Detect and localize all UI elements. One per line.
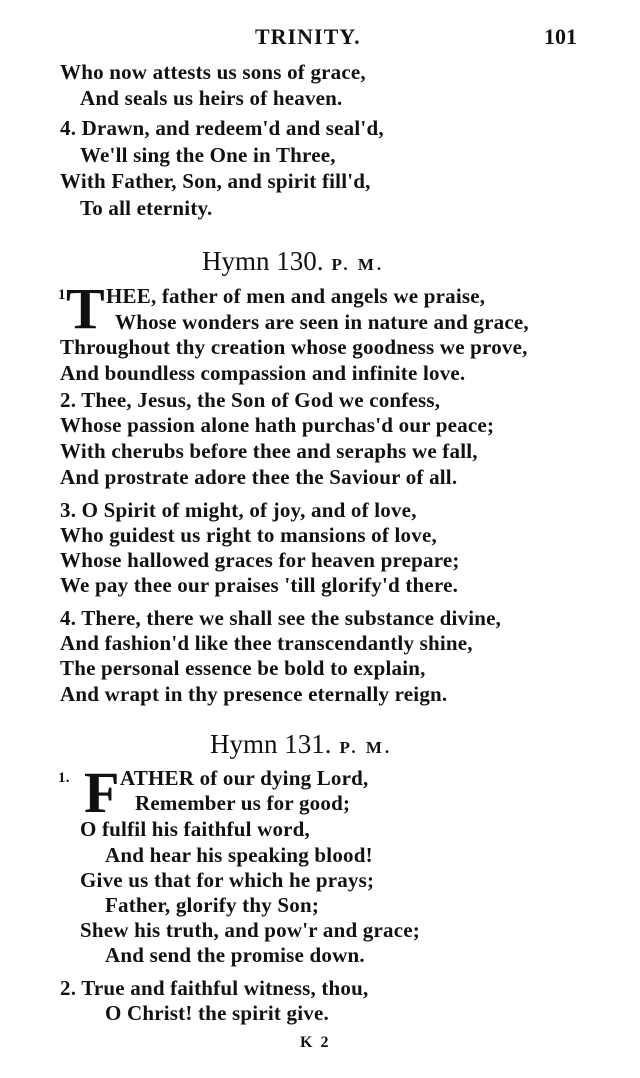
- hymn-line: ATHER of our dying Lord,: [120, 766, 369, 790]
- page-number: 101: [544, 24, 577, 49]
- hymn-line: And prostrate adore thee the Saviour of all.: [60, 465, 458, 489]
- hymn-line: Remember us for good;: [135, 791, 351, 815]
- hymn-line: The personal essence be bold to explain,: [60, 656, 426, 680]
- hymn-line: Whose passion alone hath purchas'd our peace;: [60, 413, 495, 437]
- signature-mark: K 2: [300, 1034, 331, 1051]
- hymn-line: Shew his truth, and pow'r and grace;: [80, 918, 420, 942]
- hymn-line: Who now attests us sons of grace,: [60, 60, 366, 84]
- drop-cap: T: [66, 276, 105, 341]
- hymn-line: Whose hallowed graces for heaven prepare;: [60, 548, 460, 572]
- hymn-line: 4. Drawn, and redeem'd and seal'd,: [60, 116, 384, 140]
- hymn-line: 2. True and faithful witness, thou,: [60, 976, 369, 1000]
- hymn-line: And send the promise down.: [105, 943, 365, 967]
- hymn-line: And wrapt in thy presence eternally reign.: [60, 682, 448, 706]
- hymn-line: 4. There, there we shall see the substance divine,: [60, 606, 502, 630]
- hymn-line: O fulfil his faithful word,: [80, 817, 311, 841]
- hymn-130-title: [202, 246, 384, 277]
- hymn-line: HEE, father of men and angels we praise,: [106, 284, 486, 308]
- hymn-line: And fashion'd like thee transcendantly shine,: [60, 631, 473, 655]
- drop-cap: F: [84, 760, 120, 825]
- hymn-line: Who guidest us right to mansions of love,: [60, 523, 437, 547]
- hymn-meter: P. M.: [339, 738, 393, 757]
- hymn-title: Hymn 131.: [210, 729, 332, 759]
- hymn-title: Hymn 130.: [202, 246, 324, 276]
- hymn-line: And seals us heirs of heaven.: [80, 86, 343, 110]
- hymn-line: With cherubs before thee and seraphs we fall,: [60, 439, 478, 463]
- hymn-line: We'll sing the One in Three,: [80, 143, 336, 167]
- hymn-line: With Father, Son, and spirit fill'd,: [60, 169, 371, 193]
- hymn-line: 2. Thee, Jesus, the Son of God we confess,: [60, 388, 441, 412]
- hymn-meter: P. M.: [331, 255, 385, 274]
- hymn-line: Whose wonders are seen in nature and grace,: [115, 310, 529, 334]
- hymn-line: O Christ! the spirit give.: [105, 1001, 329, 1025]
- hymn-line: Father, glorify thy Son;: [105, 893, 320, 917]
- verse-number: 1: [58, 287, 66, 303]
- hymn-line: Give us that for which he prays;: [80, 868, 375, 892]
- hymn-line: We pay thee our praises 'till glorify'd there.: [60, 573, 459, 597]
- verse-number: 1.: [58, 770, 70, 786]
- hymn-line: To all eternity.: [80, 196, 213, 220]
- hymn-line: And hear his speaking blood!: [105, 843, 373, 867]
- running-title: TRINITY.: [255, 24, 361, 49]
- hymn-131-title: [210, 729, 392, 760]
- hymn-line: 3. O Spirit of might, of joy, and of love,: [60, 498, 417, 522]
- hymn-line: Throughout thy creation whose goodness we prove,: [60, 335, 528, 359]
- hymn-line: And boundless compassion and infinite love.: [60, 361, 466, 385]
